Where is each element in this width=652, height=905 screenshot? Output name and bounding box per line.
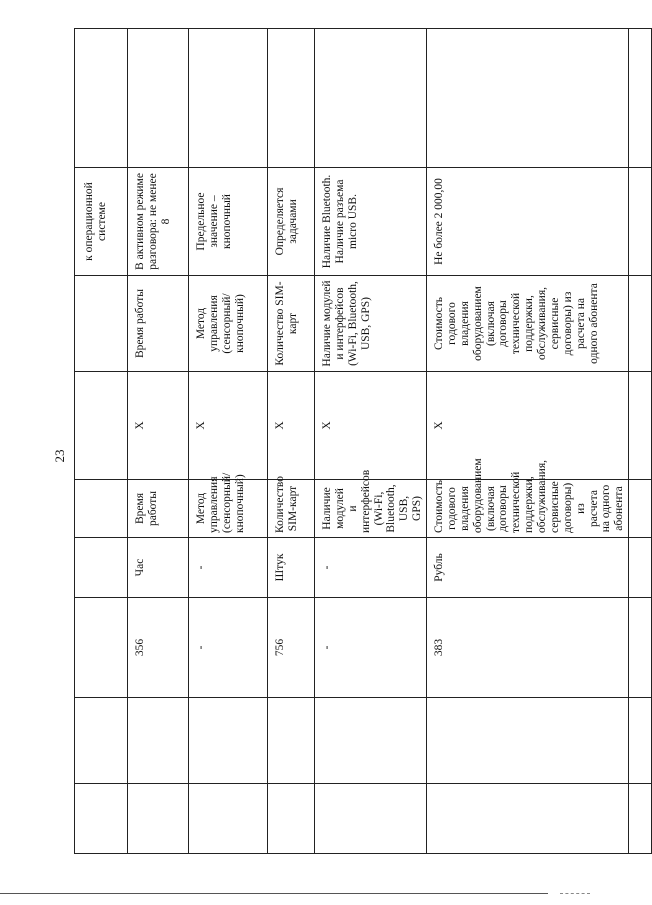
table-cell	[629, 784, 652, 854]
table-row	[315, 29, 427, 854]
unit-cell: Рубль	[427, 538, 629, 598]
table-cell	[75, 538, 128, 598]
unit-cell: -	[189, 538, 268, 598]
value-cell: Определяется задачами	[268, 168, 315, 276]
footer-rule	[0, 893, 548, 894]
unit-cell: Штук	[268, 538, 315, 598]
value-cell: Наличие Bluetooth. Наличие разъема micro USB.	[315, 168, 427, 276]
code-cell: -	[189, 598, 268, 698]
mark-cell: Х	[315, 372, 427, 480]
name-cell: Метод управления (сенсорный/ кнопочный)	[189, 480, 268, 538]
code-cell: -	[315, 598, 427, 698]
spec-table-rotated	[74, 29, 626, 854]
table-cell	[128, 784, 189, 854]
table-cell	[189, 698, 268, 784]
table-cell	[268, 29, 315, 168]
table-cell	[75, 598, 128, 698]
table-cell	[75, 29, 128, 168]
unit-cell: Час	[128, 538, 189, 598]
table-cell	[75, 698, 128, 784]
table-cell	[629, 698, 652, 784]
code-cell: 756	[268, 598, 315, 698]
table-cell	[189, 784, 268, 854]
table-cell	[427, 698, 629, 784]
mark-cell: Х	[268, 372, 315, 480]
value-cell: Предельное значение – кнопочный	[189, 168, 268, 276]
characteristic-cell: Метод управления (сенсорный/ кнопочный)	[189, 276, 268, 372]
value-cell: Не более 2 000,00	[427, 168, 629, 276]
table-cell	[315, 698, 427, 784]
table-cell	[189, 29, 268, 168]
table-cell	[427, 29, 629, 168]
table-row-header	[75, 29, 128, 854]
table-cell	[268, 784, 315, 854]
code-cell: 356	[128, 598, 189, 698]
table-cell	[629, 276, 652, 372]
table-cell	[75, 276, 128, 372]
table-cell	[629, 168, 652, 276]
page-number: 23	[52, 449, 67, 463]
mark-cell: Х	[427, 372, 629, 480]
table-cell	[268, 698, 315, 784]
table-cell	[629, 372, 652, 480]
table-cell	[75, 372, 128, 480]
characteristic-cell: Наличие модулей и интерфейсов (Wi-Fi, Bluetooth, USB, GPS)	[315, 276, 427, 372]
table-cell	[128, 698, 189, 784]
name-cell: Наличие модулей и интерфейсов (Wi-Fi, Bluetooth, USB, GPS)	[315, 480, 427, 538]
table-cell	[629, 29, 652, 168]
table-cell	[315, 29, 427, 168]
table-cell	[315, 784, 427, 854]
header-fragment-cell: к операционной системе	[75, 168, 128, 276]
name-cell: Стоимость годового владения оборудованием (включая договоры технической поддержки, обслуживания, сервисные договоры) из расчета на одного абонента	[427, 480, 629, 538]
name-cell: Количество SIM-карт	[268, 480, 315, 538]
code-cell: 383	[427, 598, 629, 698]
table-cell	[75, 480, 128, 538]
table-row	[268, 29, 315, 854]
table-row	[427, 29, 629, 854]
table-cell	[128, 29, 189, 168]
name-cell: Время работы	[128, 480, 189, 538]
table-row	[189, 29, 268, 854]
table-cell	[427, 784, 629, 854]
spec-table-frame	[74, 29, 626, 854]
table-cell	[629, 538, 652, 598]
characteristic-cell: Время работы	[128, 276, 189, 372]
characteristic-cell: Количество SIM-карт	[268, 276, 315, 372]
mark-cell: Х	[189, 372, 268, 480]
value-cell: В активном режиме разговора: не менее 8	[128, 168, 189, 276]
mark-cell: Х	[128, 372, 189, 480]
table-row	[128, 29, 189, 854]
table-row-empty	[629, 29, 652, 854]
table-cell	[629, 480, 652, 538]
table-cell	[629, 598, 652, 698]
table-cell	[75, 784, 128, 854]
unit-cell: -	[315, 538, 427, 598]
characteristic-cell: Стоимость годового владения оборудованием (включая договоры технической поддержки, обслуживания, сервисные договоры) из расчета на одного абонента	[427, 276, 629, 372]
footer-dash	[560, 893, 590, 894]
spec-table	[74, 28, 652, 854]
